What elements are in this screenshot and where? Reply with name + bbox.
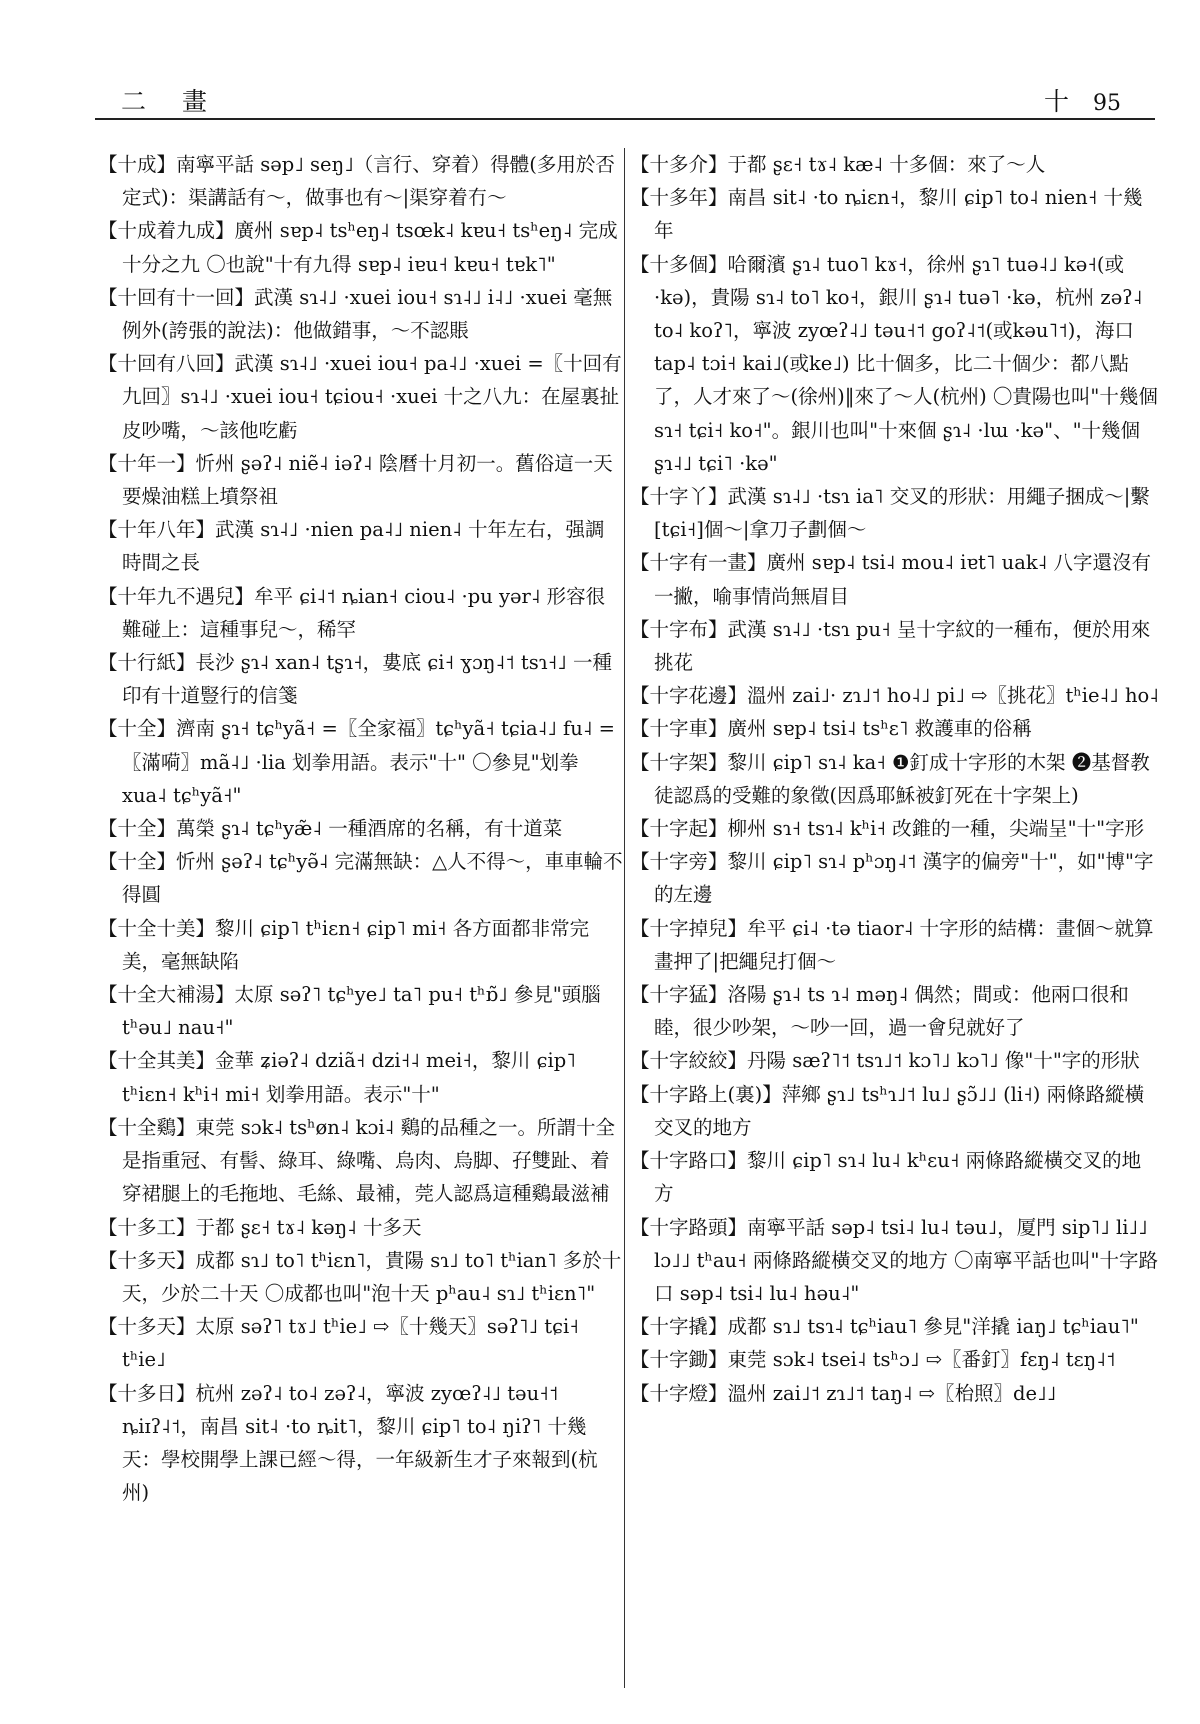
dictionary-entry: 【十字有一畫】廣州 sɐp˨ tsi˨ mou˨ iɐt˥ uak˨ 八字還沒有一撇，喻事情尚無眉目 xyxy=(630,551,1151,608)
dictionary-entry: 【十成】南寧平話 səp˩ seŋ˩（言行、穿着）得體(多用於否定式)：渠講話有～，做事也有～|渠穿着冇～ xyxy=(98,153,615,210)
page-header xyxy=(95,82,1155,118)
dictionary-entry: 【十全鷄】東莞 sɔk˨ tsʰøn˨ kɔi˨ 鷄的品種之一。所謂十全是指重冠、有髻、綠耳、綠嘴、烏肉、烏脚、孖雙趾、着穿裙腿上的毛拖地、毛絲、最補，莞人認爲這種鷄最滋補 xyxy=(98,1115,615,1206)
dictionary-entry: 【十字掉兒】牟平 ɕi˨ ·tə tiaor˨ 十字形的結構：畫個～就算畫押了|把繩兒打個～ xyxy=(630,916,1154,973)
left-column xyxy=(98,148,623,1509)
dictionary-entry: 【十多個】哈爾濱 ʂɿ˨ tuo˥ kɤ˧，徐州 ʂɿ˥ tuə˨˩ kə˧(或·kə)，貴陽 sɿ˨ to˥ ko˧，銀川 ʂɿ˨ tuə˥ ·kə，杭州 zəʔ˨ to˨ koʔ˥，寧波 zyœʔ˨˩ təu˧˦ goʔ˨˦(或kəu˥˦)，海口 tap˨ tɔi˧ kai˩(或ke˩) 比十個多，比二十個少：都八點了，人才來了～(徐州)‖來了～人(杭州) 〇貴陽也叫"十幾個 sɿ˧ tɕi˧ ko˧"。銀川也叫"十來個 ʂɿ˨ ·lɯ ·kə"、"十幾個 ʂɿ˨˩ tɕi˥ ·kə" xyxy=(630,252,1158,475)
page-number: 95 xyxy=(1093,91,1121,116)
dictionary-entry: 【十多介】于都 ʂɛ˧ tɤ˨ kæ˨ 十多個：來了～人 xyxy=(630,153,1046,176)
header-right xyxy=(1044,82,1121,118)
dictionary-entry: 【十全】濟南 ʂɿ˧ tɕʰyã˧ =〖全家福〗tɕʰyã˧ tɕia˨˩ fu˨ =〖滿嗬〗mã˨˩ ·lia 划拳用語。表示"十" 〇參見"划拳 xua˨ tɕʰyã˧" xyxy=(98,717,615,807)
dictionary-entry: 【十多年】南昌 sit˨ ·to ȵiɛn˧，黎川 ɕip˥ to˨ nien˧ 十幾年 xyxy=(630,186,1143,243)
dictionary-entry: 【十多天】成都 sɿ˩ to˥ tʰiɛn˥，貴陽 sɿ˩ to˥ tʰian˥ 多於十天，少於二十天 〇成都也叫"泡十天 pʰau˨ sɿ˩ tʰiɛn˥" xyxy=(98,1248,622,1305)
dictionary-entry: 【十字丫】武漢 sɿ˨˩ ·tsɿ ia˥ 交叉的形狀：用繩子捆成～|繫[tɕi˧]個～|拿刀子劃個～ xyxy=(630,485,1150,542)
dictionary-entry: 【十字架】黎川 ɕip˥ sɿ˨ ka˧ ❶釘成十字形的木架 ❷基督教徒認爲的受難的象徵(因爲耶穌被釘死在十字架上) xyxy=(630,750,1150,807)
dictionary-entry: 【十多天】太原 səʔ˥ tɤ˩ tʰie˩ ⇨〖十幾天〗səʔ˥˩ tɕi˧ tʰie˩ xyxy=(98,1315,579,1372)
dictionary-entry: 【十回有十一回】武漢 sɿ˨˩ ·xuei iou˧ sɿ˨˩ i˨˩ ·xuei 毫無例外(誇張的說法)：他做錯事，～不認賬 xyxy=(98,285,613,343)
dictionary-entry: 【十字路上(裏)】萍鄉 ʂɿ˩ tsʰɿ˩˦ lu˩ ʂɔ̃˩˩ (li˧) 兩條路縱橫交叉的地方 xyxy=(630,1082,1145,1139)
dictionary-entry: 【十字起】柳州 sɿ˧ tsɿ˨ kʰi˧ 改錐的一種，尖端呈"十"字形 xyxy=(630,817,1145,841)
section-title: 二 畫 xyxy=(121,87,221,116)
dictionary-entry: 【十字鋤】東莞 sɔk˨ tsei˨ tsʰɔ˩ ⇨〖番釘〗fɛŋ˨ tɛŋ˨˦ xyxy=(630,1348,1116,1372)
column-divider xyxy=(624,148,625,1688)
dictionary-entry: 【十全】萬榮 ʂɿ˨ tɕʰyæ̃˨ 一種酒席的名稱，有十道菜 xyxy=(98,817,563,841)
header-rule xyxy=(95,118,1155,120)
dictionary-entry: 【十成着九成】廣州 sɐp˨ tsʰeŋ˨ tsœk˨ kɐu˧ tsʰeŋ˨ 完成十分之九 〇也說"十有九得 sɐp˨ iɐu˧ kɐu˧ tɐk˥" xyxy=(98,219,618,276)
dictionary-entry: 【十全】忻州 ʂəʔ˨ tɕʰyə̃˨ 完滿無缺：△人不得～，車車輪不得圓 xyxy=(98,850,623,907)
right-column xyxy=(630,148,1160,1410)
dictionary-entry: 【十字路頭】南寧平話 səp˨ tsi˨ lu˨ təu˩，厦門 sip˥˩ li˩˩ lɔ˩˩ tʰau˧ 兩條路縱橫交叉的地方 〇南寧平話也叫"十字路口 səp˨ tsi˨ lu˨ həu˨" xyxy=(630,1215,1159,1305)
dictionary-entry: 【十全十美】黎川 ɕip˥ tʰiɛn˧ ɕip˥ mi˧ 各方面都非常完美，毫無缺陷 xyxy=(98,916,590,973)
dictionary-entry: 【十年九不遇兒】牟平 ɕi˨˦ ȵian˧ ciou˨ ·pu yər˨ 形容很難碰上：這種事兒～，稀罕 xyxy=(98,584,606,641)
dictionary-entry: 【十字旁】黎川 ɕip˥ sɿ˨ pʰɔŋ˨˦ 漢字的偏旁"十"，如"博"字的左邊 xyxy=(630,850,1154,907)
dictionary-entry: 【十字撬】成都 sɿ˩ tsɿ˨ tɕʰiau˥ 參見"洋撬 iaŋ˩ tɕʰiau˥" xyxy=(630,1315,1139,1339)
dictionary-entry: 【十字布】武漢 sɿ˨˩ ·tsɿ pu˧ 呈十字紋的一種布，便於用來挑花 xyxy=(630,617,1151,675)
dictionary-entry: 【十多日】杭州 zəʔ˨ to˨ zəʔ˨，寧波 zyœʔ˨˩ təu˧˦ ȵiɪʔ˨˦，南昌 sit˨ ·to ȵit˥，黎川 ɕip˥ to˨ ŋiʔ˥ 十幾天：學校開學上課已經～得，一年級新生才子來報到(杭州) xyxy=(98,1381,598,1505)
dictionary-entry: 【十字絞絞】丹陽 sæʔ˥˦ tsɿ˩˦ kɔ˥˩ kɔ˥˩ 像"十"字的形狀 xyxy=(630,1049,1140,1073)
dictionary-entry: 【十字花邊】溫州 zai˩· zɿ˩˦ ho˨˩ pi˩ ⇨〖挑花〗tʰie˨˩ ho˨ xyxy=(630,684,1159,708)
dictionary-entry: 【十字燈】溫州 zai˩˦ zɿ˩˦ taŋ˨ ⇨〖枱照〗de˩˩ xyxy=(630,1381,1057,1405)
dictionary-entry: 【十多工】于都 ʂɛ˧ tɤ˨ kəŋ˨ 十多天 xyxy=(98,1215,422,1239)
dictionary-entry: 【十全其美】金華 ʑiəʔ˨ dziã˧ dzi˧˨ mei˧，黎川 ɕip˥ tʰiɛn˧ kʰi˧ mi˧ 划拳用語。表示"十" xyxy=(98,1049,576,1106)
dictionary-entry: 【十回有八回】武漢 sɿ˨˩ ·xuei iou˧ pa˨˩ ·xuei =〖十回有九回〗sɿ˨˩ ·xuei iou˧ tɕiou˧ ·xuei 十之八九：在屋裏扯皮吵嘴，～該他吃虧 xyxy=(98,352,622,442)
dictionary-entry: 【十字路口】黎川 ɕip˥ sɿ˨ lu˨ kʰɛu˧ 兩條路縱橫交叉的地方 xyxy=(630,1149,1142,1206)
dictionary-entry: 【十年一】忻州 ʂəʔ˨ niẽ˨ iəʔ˨ 陰曆十月初一。舊俗這一天要燥油糕上墳祭祖 xyxy=(98,451,613,509)
dictionary-entry: 【十字猛】洛陽 ʂɿ˨ ts ɿ˨ məŋ˨ 偶然；間或：他兩口很和睦，很少吵架，～吵一回，過一會兒就好了 xyxy=(630,983,1129,1040)
dictionary-entry: 【十行紙】長沙 ʂɿ˨ xan˨ tʂɿ˧，婁底 ɕi˧ ɣɔŋ˨˦ tsɿ˧˩ 一種印有十道豎行的信箋 xyxy=(98,651,612,708)
dictionary-entry: 【十年八年】武漢 sɿ˨˩ ·nien pa˨˩ nien˨ 十年左右，强調時間之長 xyxy=(98,518,605,575)
dictionary-entry: 【十全大補湯】太原 səʔ˥ tɕʰye˩ ta˥ pu˧ tʰɒ̃˩ 參見"頭腦 tʰəu˩ nau˧" xyxy=(98,983,601,1040)
dictionary-entry: 【十字車】廣州 sɐp˨ tsi˨ tsʰɛ˥ 救護車的俗稱 xyxy=(630,717,1032,741)
radical-char: 十 xyxy=(1043,87,1069,116)
